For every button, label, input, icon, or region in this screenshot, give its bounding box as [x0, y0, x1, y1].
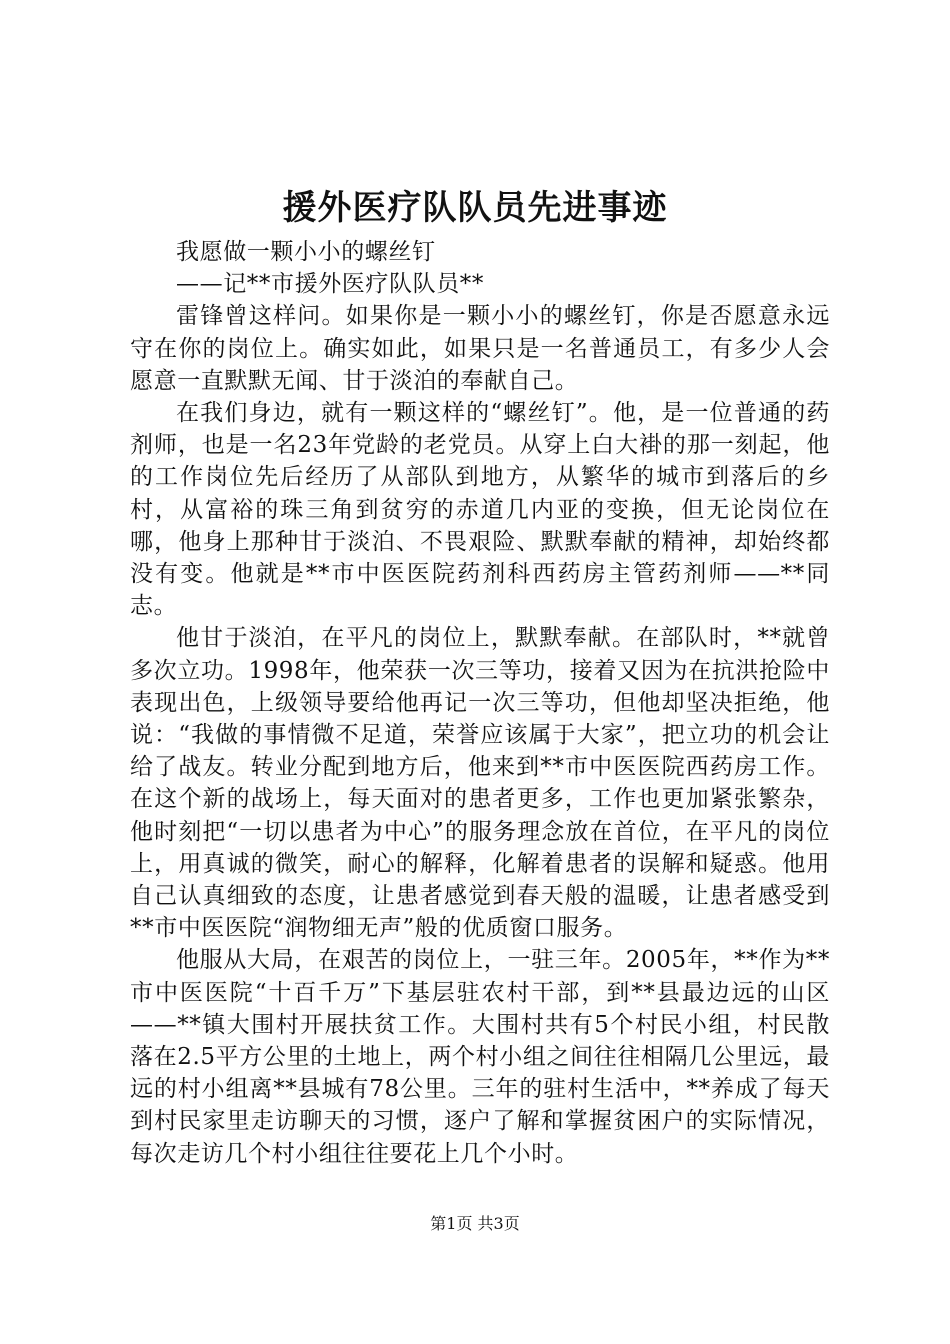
document-body — [130, 236, 830, 1170]
paragraph: 雷锋曾这样问。如果你是一颗小小的螺丝钉，你是否愿意永远守在你的岗位上。确实如此，如果只是一名普通员工，有多少人会愿意一直默默无闻、甘于淡泊的奉献自己。 — [130, 303, 830, 394]
paragraph: 在我们身边，就有一颗这样的“螺丝钉”。他，是一位普通的药剂师，也是一名23年党龄的老党员。从穿上白大褂的那一刻起，他的工作岗位先后经历了从部队到地方，从繁华的城市到落后的乡村，从富裕的珠三角到贫穷的赤道几内亚的变换，但无论岗位在哪，他身上那种甘于淡泊、不畏艰险、默默奉献的精神，却始终都没有变。他就是**市中医医院药剂科西药房主管药剂师——**同志。 — [130, 400, 830, 620]
paragraph: 他甘于淡泊，在平凡的岗位上，默默奉献。在部队时，**就曾多次立功。1998年，他荣获一次三等功，接着又因为在抗洪抢险中表现出色，上级领导要给他再记一次三等功，但他却坚决拒绝，他说：“我做的事情微不足道，荣誉应该属于大家”，把立功的机会让给了战友。转业分配到地方后，他来到**市中医医院西药房工作。在这个新的战场上，每天面对的患者更多，工作也更加紧张繁杂，他时刻把“一切以患者为中心”的服务理念放在首位，在平凡的岗位上，用真诚的微笑，耐心的解释，化解着患者的误解和疑惑。他用自己认真细致的态度，让患者感觉到春天般的温暖，让患者感受到**市中医医院“润物细无声”般的优质窗口服务。 — [130, 625, 830, 942]
paragraph: 他服从大局，在艰苦的岗位上，一驻三年。2005年，**作为**市中医医院“十百千万”下基层驻农村干部，到**县最边远的山区——**镇大围村开展扶贫工作。大围村共有5个村民小组，村民散落在2.5平方公里的土地上，两个村小组之间往往相隔几公里远，最远的村小组离**县城有78公里。三年的驻村生活中，**养成了每天到村民家里走访聊天的习惯，逐户了解和掌握贫困户的实际情况，每次走访几个村小组往往要花上几个小时。 — [130, 947, 830, 1167]
document-title: 援外医疗队队员先进事迹 — [282, 188, 668, 228]
subtitle: 我愿做一颗小小的螺丝钉 — [176, 239, 436, 265]
byline: ——记**市援外医疗队队员** — [176, 271, 484, 298]
page-number-footer: 第1页 共3页 — [430, 1214, 520, 1233]
